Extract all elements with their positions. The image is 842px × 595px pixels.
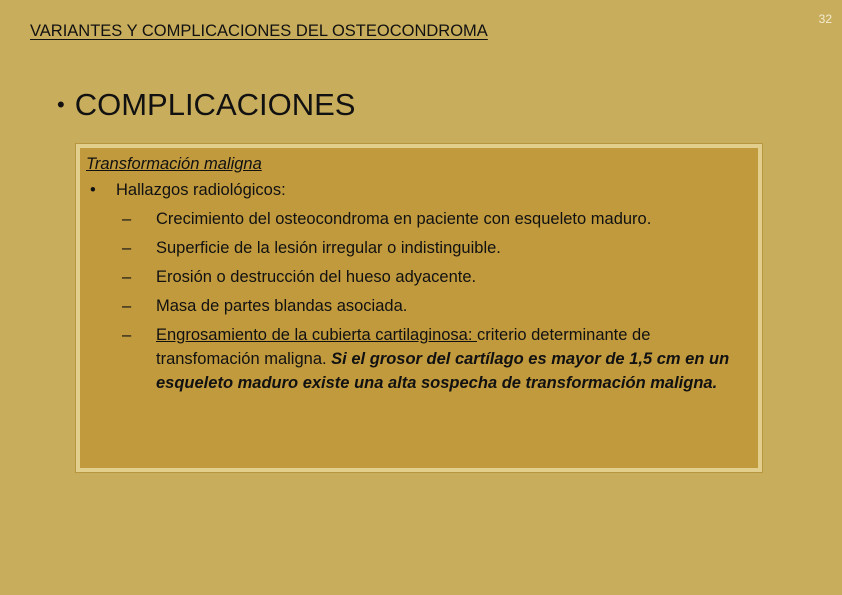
list-item-text: Erosión o destrucción del hueso adyacente.	[156, 268, 477, 286]
list-item-text: Superficie de la lesión irregular o indistinguible.	[156, 239, 501, 257]
bullet-item	[86, 176, 752, 205]
list-item	[86, 205, 752, 234]
list-item	[86, 292, 752, 321]
page-number: 32	[818, 12, 832, 26]
list-item	[86, 321, 752, 395]
section-heading-text: COMPLICACIONES	[74, 87, 356, 122]
dash-icon: –	[122, 326, 132, 344]
bullet-icon: •	[90, 181, 96, 199]
bullet-text: Hallazgos radiológicos:	[116, 181, 286, 199]
dash-icon: –	[122, 210, 132, 228]
criterion-label: Engrosamiento de la cubierta cartilaginosa:	[156, 326, 478, 344]
dash-icon: –	[122, 297, 132, 315]
content-box	[76, 144, 762, 472]
list-item-text: Masa de partes blandas asociada.	[156, 297, 408, 315]
list-item	[86, 234, 752, 263]
bullet-icon: •	[57, 92, 65, 117]
criterion-text: criterio determinante de transfomación maligna.	[156, 326, 651, 368]
list-item-text	[156, 321, 752, 395]
box-heading: Transformación maligna	[86, 155, 262, 173]
section-heading	[57, 87, 355, 123]
list-item-text: Crecimiento del osteocondroma en paciente con esqueleto maduro.	[156, 210, 652, 228]
dash-icon: –	[122, 268, 132, 286]
slide-title: VARIANTES Y COMPLICACIONES DEL OSTEOCONDROMA	[30, 22, 488, 40]
dash-icon: –	[122, 239, 132, 257]
list-item	[86, 263, 752, 292]
criterion-emphasis: Si el grosor del cartílago es mayor de 1,5 cm en un esqueleto maduro existe una alta sospecha de transformación maligna.	[156, 350, 730, 392]
